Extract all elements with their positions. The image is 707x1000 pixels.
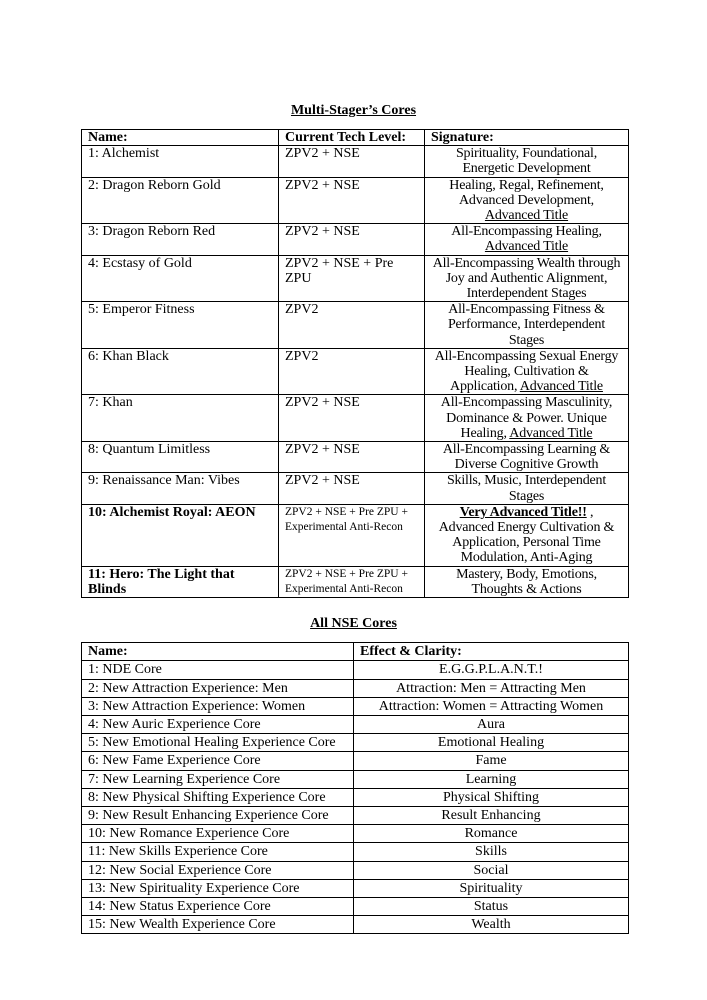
signature-segment: Spirituality, Foundational, Energetic Development [455,146,598,177]
signature-segment: Advanced Title [484,239,569,255]
column-header-name: Name: [82,643,354,661]
core-name-cell: 10: New Romance Experience Core [82,825,354,843]
table-row [82,146,629,177]
tech-level-cell: ZPV2 + NSE [279,177,425,224]
signature-segment: All-Encompassing Healing, [451,224,602,240]
core-name-cell: 15: New Wealth Experience Core [82,916,354,934]
all-nse-cores-title: All NSE Cores [310,616,397,632]
core-name-cell: 14: New Status Experience Core [82,897,354,915]
core-name-cell: 6: Khan Black [82,348,279,395]
effect-clarity-cell: Result Enhancing [354,806,629,824]
signature-segment: All-Encompassing Learning & Diverse Cognitive Growth [442,442,611,473]
table-row [82,879,629,897]
signature-cell [425,348,629,395]
core-name-cell: 5: New Emotional Healing Experience Core [82,734,354,752]
core-name-cell: 8: Quantum Limitless [82,442,279,473]
signature-segment: All-Encompassing Sexual Energy Healing, Cultivation & Application, [434,348,619,395]
tech-level-cell: ZPV2 + NSE + Pre ZPU [279,255,425,302]
table-row [82,752,629,770]
core-name-cell: 11: New Skills Experience Core [82,843,354,861]
table-row [82,843,629,861]
signature-segment: Advanced Title [484,208,569,224]
signature-segment: All-Encompassing Wealth through Joy and Authentic Alignment, Interdependent Stages [432,255,621,302]
signature-cell [425,504,629,566]
signature-segment: Advanced Title [519,379,603,395]
column-header-tech-level: Current Tech Level: [279,130,425,146]
effect-clarity-cell: Learning [354,770,629,788]
table-row [82,679,629,697]
core-name-cell: 9: Renaissance Man: Vibes [82,473,279,504]
signature-segment: Mastery, Body, Emotions, Thoughts & Actions [456,566,597,597]
table-row [82,661,629,679]
tech-level-cell: ZPV2 + NSE [279,395,425,442]
table-row [82,566,629,597]
effect-clarity-cell: E.G.G.P.L.A.N.T.! [354,661,629,679]
core-name-cell: 10: Alchemist Royal: AEON [82,504,279,566]
signature-cell [425,395,629,442]
effect-clarity-cell: Emotional Healing [354,734,629,752]
core-name-cell: 2: New Attraction Experience: Men [82,679,354,697]
signature-cell [425,442,629,473]
effect-clarity-cell: Physical Shifting [354,788,629,806]
table-row [82,806,629,824]
core-name-cell: 4: Ecstasy of Gold [82,255,279,302]
signature-segment: Advanced Title [509,425,593,441]
column-header-signature: Signature: [425,130,629,146]
effect-clarity-cell: Status [354,897,629,915]
core-name-cell: 9: New Result Enhancing Experience Core [82,806,354,824]
core-name-cell: 13: New Spirituality Experience Core [82,879,354,897]
all-nse-cores-table [81,642,629,934]
column-header-effect-clarity: Effect & Clarity: [354,643,629,661]
multi-stagers-cores-title: Multi-Stager’s Cores [290,103,417,118]
core-name-cell: 3: New Attraction Experience: Women [82,697,354,715]
table-header-row [82,130,629,146]
multi-stagers-cores-table [81,129,629,598]
table-row [82,302,629,349]
signature-cell [425,566,629,597]
core-name-cell: 1: Alchemist [82,146,279,177]
core-name-cell: 8: New Physical Shifting Experience Core [82,788,354,806]
column-header-name: Name: [82,130,279,146]
effect-clarity-cell: Spirituality [354,879,629,897]
table-row [82,224,629,255]
signature-segment: All-Encompassing Fitness & Performance, Interdependent Stages [447,302,606,348]
signature-cell [425,146,629,177]
signature-segment: , Advanced Energy Cultivation & Application, Personal Time Modulation, Anti-Aging [438,504,615,566]
effect-clarity-cell: Romance [354,825,629,843]
effect-clarity-cell: Fame [354,752,629,770]
table-row [82,697,629,715]
table-row [82,897,629,915]
table-row [82,348,629,395]
effect-clarity-cell: Wealth [354,916,629,934]
signature-segment: Very Advanced Title!! [459,504,587,520]
core-name-cell: 1: NDE Core [82,661,354,679]
tech-level-cell: ZPV2 + NSE + Pre ZPU + Experimental Anti-Recon [279,504,425,566]
tech-level-cell: ZPV2 [279,348,425,395]
table-header-row [82,643,629,661]
tech-level-cell: ZPV2 + NSE [279,473,425,504]
core-name-cell: 3: Dragon Reborn Red [82,224,279,255]
core-name-cell: 5: Emperor Fitness [82,302,279,349]
effect-clarity-cell: Attraction: Men = Attracting Men [354,679,629,697]
signature-cell [425,224,629,255]
core-name-cell: 11: Hero: The Light that Blinds [82,566,279,597]
table-row [82,788,629,806]
table-row [82,861,629,879]
effect-clarity-cell: Attraction: Women = Attracting Women [354,697,629,715]
table-row [82,504,629,566]
table-row [82,442,629,473]
tech-level-cell: ZPV2 + NSE [279,146,425,177]
core-name-cell: 7: Khan [82,395,279,442]
table-row [82,916,629,934]
signature-cell [425,473,629,504]
signature-cell [425,177,629,224]
core-name-cell: 12: New Social Experience Core [82,861,354,879]
core-name-cell: 2: Dragon Reborn Gold [82,177,279,224]
tech-level-cell: ZPV2 [279,302,425,349]
table-row [82,825,629,843]
effect-clarity-cell: Skills [354,843,629,861]
core-name-cell: 6: New Fame Experience Core [82,752,354,770]
signature-cell [425,302,629,349]
table-row [82,734,629,752]
table-row [82,177,629,224]
table-row [82,255,629,302]
tech-level-cell: ZPV2 + NSE [279,442,425,473]
table-row [82,770,629,788]
signature-segment: All-Encompassing Masculinity, Dominance & Power. Unique Healing, [440,395,613,441]
signature-segment: Skills, Music, Interdependent Stages [446,473,607,504]
tech-level-cell: ZPV2 + NSE [279,224,425,255]
table-row [82,715,629,733]
signature-segment: Healing, Regal, Refinement, Advanced Development, [449,177,604,208]
core-name-cell: 7: New Learning Experience Core [82,770,354,788]
table-row [82,395,629,442]
core-name-cell: 4: New Auric Experience Core [82,715,354,733]
effect-clarity-cell: Aura [354,715,629,733]
signature-cell [425,255,629,302]
table-row [82,473,629,504]
effect-clarity-cell: Social [354,861,629,879]
tech-level-cell: ZPV2 + NSE + Pre ZPU + Experimental Anti-Recon [279,566,425,597]
